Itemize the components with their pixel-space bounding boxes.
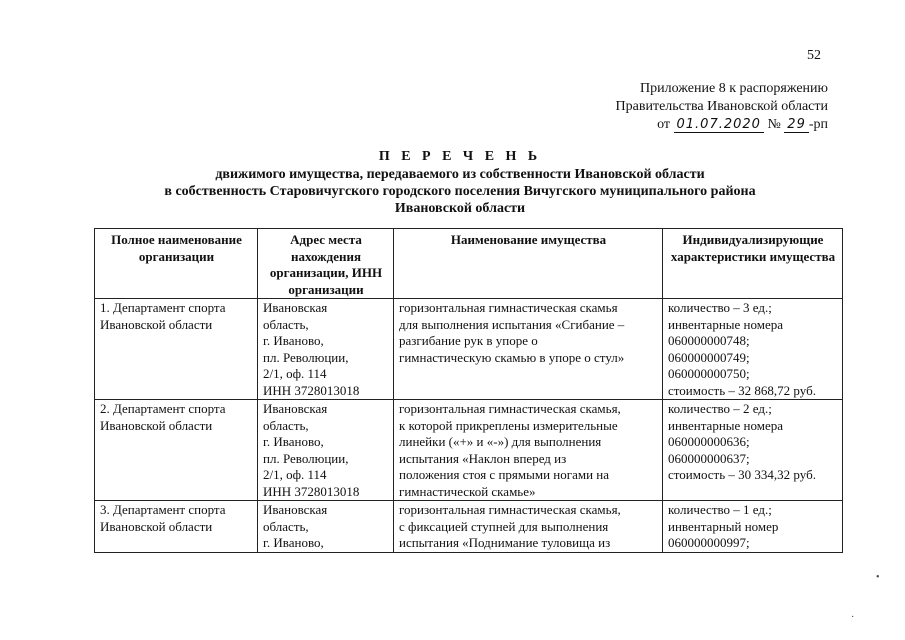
cell-line: инвентарный номер bbox=[668, 518, 779, 534]
org-cell bbox=[95, 501, 258, 553]
address-cell bbox=[258, 400, 394, 501]
address-cell bbox=[258, 501, 394, 553]
cell-line: 060000000749; bbox=[668, 349, 750, 365]
cell-line: пл. Революции, bbox=[263, 450, 349, 466]
subtitle-line: движимого имущества, передаваемого из собственности Ивановской области bbox=[215, 167, 705, 182]
document-title: П Е Р Е Ч Е Н Ь bbox=[378, 149, 542, 164]
cell-line: испытания «Наклон вперед из bbox=[399, 450, 567, 466]
subtitle-line: в собственность Старовичугского городского поселения Вичугского муниципального района bbox=[164, 184, 756, 199]
item-cell bbox=[394, 400, 663, 501]
cell-line: 3. Департамент спорта bbox=[100, 502, 226, 517]
specs-cell bbox=[663, 400, 843, 501]
cell-line: г. Иваново, bbox=[263, 434, 324, 449]
table-row bbox=[95, 299, 843, 400]
cell-line: область, bbox=[263, 518, 309, 534]
cell-line: испытания «Поднимание туловища из bbox=[399, 535, 611, 550]
appendix-line-1: Приложение 8 к распоряжению bbox=[640, 81, 828, 96]
cell-line: линейки («+» и «-») для выполнения bbox=[399, 434, 602, 449]
property-table bbox=[94, 228, 843, 553]
cell-line: пл. Революции, bbox=[263, 349, 349, 365]
org-cell bbox=[95, 299, 258, 400]
header-item: Наименование имущества bbox=[394, 229, 663, 299]
cell-line: область, bbox=[263, 316, 309, 332]
cell-line: стоимость – 32 868,72 руб. bbox=[668, 382, 816, 398]
cell-line: 2/1, оф. 114 bbox=[263, 467, 327, 482]
cell-line: 060000000637; bbox=[668, 450, 750, 466]
appendix-block bbox=[560, 80, 828, 134]
cell-line: Ивановской области bbox=[100, 518, 213, 534]
cell-line: количество – 1 ед.; bbox=[668, 502, 772, 517]
number-prefix: № bbox=[767, 117, 781, 132]
cell-line: 060000000636; bbox=[668, 434, 750, 449]
cell-line: Ивановская bbox=[263, 502, 328, 517]
table-body bbox=[95, 299, 843, 553]
specs-cell bbox=[663, 299, 843, 400]
cell-line: 2. Департамент спорта bbox=[100, 401, 226, 416]
cell-line: область, bbox=[263, 417, 309, 433]
date-prefix: от bbox=[657, 117, 670, 132]
cell-line: к которой прикреплены измерительные bbox=[399, 417, 618, 433]
cell-line: Ивановской области bbox=[100, 417, 213, 433]
cell-line: горизонтальная гимнастическая скамья bbox=[399, 300, 618, 315]
table-row bbox=[95, 400, 843, 501]
handwritten-number: 29 bbox=[784, 117, 809, 133]
cell-line: количество – 3 ед.; bbox=[668, 300, 772, 315]
document-subtitle bbox=[60, 166, 860, 217]
subtitle-line: Ивановской области bbox=[394, 201, 526, 216]
cell-line: г. Иваново, bbox=[263, 535, 324, 550]
org-cell bbox=[95, 400, 258, 501]
cell-line: количество – 2 ед.; bbox=[668, 401, 772, 416]
cell-line: 060000000748; bbox=[668, 333, 750, 348]
cell-line: инвентарные номера bbox=[668, 417, 784, 433]
cell-line: 060000000750; bbox=[668, 366, 750, 381]
cell-line: Ивановской области bbox=[100, 316, 213, 332]
scan-speck: · bbox=[851, 612, 855, 623]
cell-line: горизонтальная гимнастическая скамья, bbox=[399, 401, 621, 416]
cell-line: горизонтальная гимнастическая скамья, bbox=[399, 502, 621, 517]
appendix-date-line bbox=[560, 116, 828, 134]
cell-line: стоимость – 30 334,32 руб. bbox=[668, 467, 816, 482]
cell-line: разгибание рук в упоре о bbox=[399, 333, 538, 348]
page-number: 52 bbox=[807, 48, 821, 63]
cell-line: 2/1, оф. 114 bbox=[263, 366, 327, 381]
cell-line: Ивановская bbox=[263, 300, 328, 315]
header-address: Адрес места нахождения организации, ИНН организации bbox=[258, 229, 394, 299]
scan-speck: • bbox=[876, 572, 880, 583]
cell-line: инвентарные номера bbox=[668, 316, 784, 332]
cell-line: положения стоя с прямыми ногами на bbox=[399, 467, 610, 482]
handwritten-date: 01.07.2020 bbox=[674, 117, 764, 133]
cell-line: с фиксацией ступней для выполнения bbox=[399, 518, 609, 534]
header-organization: Полное наименование организации bbox=[95, 229, 258, 299]
item-cell bbox=[394, 501, 663, 553]
cell-line: гимнастической скамье» bbox=[399, 483, 536, 499]
specs-cell bbox=[663, 501, 843, 553]
cell-line: гимнастическую скамью в упоре о стул» bbox=[399, 349, 625, 365]
table-header-row bbox=[95, 229, 843, 299]
address-cell bbox=[258, 299, 394, 400]
cell-line: ИНН 3728013018 bbox=[263, 382, 360, 398]
item-cell bbox=[394, 299, 663, 400]
header-specs: Индивидуализирующие характеристики имущества bbox=[663, 229, 843, 299]
number-suffix: -рп bbox=[808, 117, 828, 132]
table-row bbox=[95, 501, 843, 553]
cell-line: ИНН 3728013018 bbox=[263, 483, 360, 499]
cell-line: 1. Департамент спорта bbox=[100, 300, 226, 315]
appendix-line-2: Правительства Ивановской области bbox=[615, 99, 828, 114]
cell-line: Ивановская bbox=[263, 401, 328, 416]
cell-line: для выполнения испытания «Сгибание – bbox=[399, 316, 625, 332]
cell-line: 060000000997; bbox=[668, 535, 750, 550]
cell-line: г. Иваново, bbox=[263, 333, 324, 348]
